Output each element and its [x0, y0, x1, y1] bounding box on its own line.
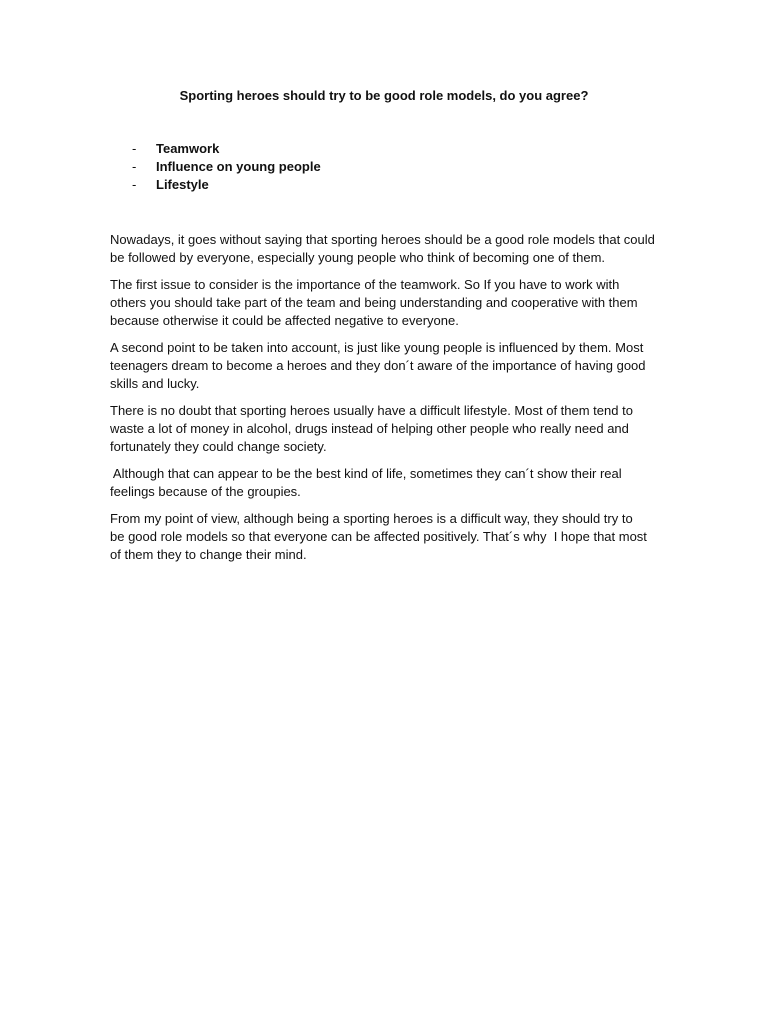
bullet-list: [132, 140, 321, 194]
essay-body: [110, 231, 670, 573]
essay-title: Sporting heroes should try to be good role models, do you agree?: [179, 88, 589, 103]
paragraph-influence: [110, 339, 670, 393]
bullet-item: [132, 176, 321, 194]
text-line: The first issue to consider is the importance of the teamwork. So If you have to work with: [110, 277, 620, 292]
bullet-dash: -: [132, 141, 137, 156]
paragraph-feelings: [110, 465, 670, 501]
text-line: be good role models so that everyone can be affected positively. That´s why I hope that most: [110, 529, 647, 544]
bullet-item: [132, 158, 321, 176]
text-line: There is no doubt that sporting heroes usually have a difficult lifestyle. Most of them tend to: [110, 403, 633, 418]
bullet-dash: -: [132, 159, 137, 174]
text-line: because otherwise it could be affected negative to everyone.: [110, 313, 459, 328]
text-line: teenagers dream to become a heroes and they don´t aware of the importance of having good: [110, 358, 646, 373]
text-line: fortunately they could change society.: [110, 439, 327, 454]
text-line: From my point of view, although being a sporting heroes is a difficult way, they should try to: [110, 511, 633, 526]
paragraph-conclusion: [110, 510, 670, 564]
bullet-text: Lifestyle: [156, 177, 209, 192]
bullet-text: Influence on young people: [156, 159, 321, 174]
text-line: others you should take part of the team and being understanding and cooperative with them: [110, 295, 638, 310]
paragraph-intro: [110, 231, 670, 267]
paragraph-teamwork: [110, 276, 670, 330]
text-line: Nowadays, it goes without saying that sporting heroes should be a good role models that could: [110, 232, 655, 247]
text-line: A second point to be taken into account, is just like young people is influenced by them. Most: [110, 340, 644, 355]
bullet-dash: -: [132, 177, 137, 192]
paragraph-lifestyle: [110, 402, 670, 456]
text-line: Although that can appear to be the best kind of life, sometimes they can´t show their real: [110, 466, 622, 481]
text-line: feelings because of the groupies.: [110, 484, 301, 499]
text-line: skills and lucky.: [110, 376, 200, 391]
bullet-text: Teamwork: [156, 141, 220, 156]
text-line: be followed by everyone, especially young people who think of becoming one of them.: [110, 250, 606, 265]
bullet-item: [132, 140, 321, 158]
text-line: of them they to change their mind.: [110, 547, 307, 562]
text-line: waste a lot of money in alcohol, drugs instead of helping other people who really need and: [110, 421, 629, 436]
